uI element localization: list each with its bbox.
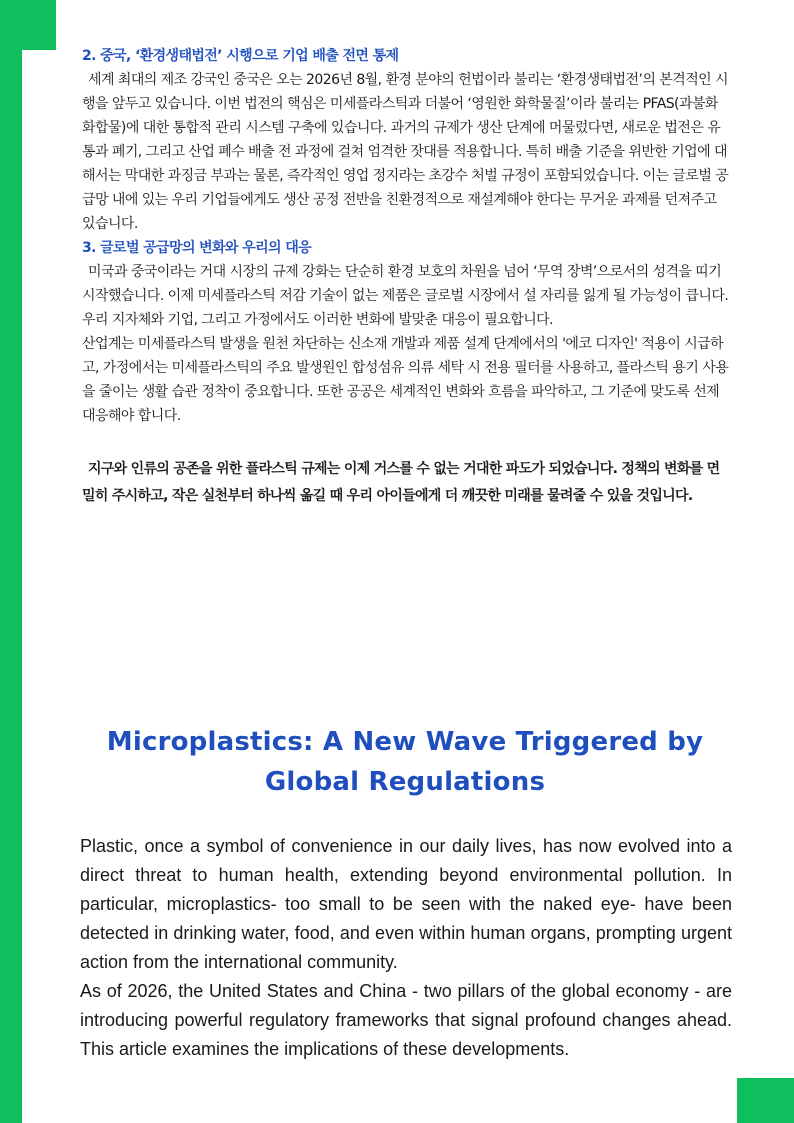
top-accent-tab (22, 0, 56, 50)
left-accent-bar (0, 0, 22, 1123)
section-2-heading: 2. 중국, ‘환경생태법전’ 시행으로 기업 배출 전면 통제 (82, 48, 399, 64)
conclusion-paragraph: 지구와 인류의 공존을 위한 플라스틱 규제는 이제 거스를 수 없는 거대한 파도가 되었습니다. 정책의 변화를 면밀히 주시하고, 작은 실천부터 하나씩 옮길 때 우리 아이들에게 더 깨끗한 미래를 물려줄 수 있을 것입니다. (82, 461, 720, 504)
section-3-paragraph-1: 미국과 중국이라는 거대 시장의 규제 강화는 단순히 환경 보호의 차원을 넘어 ‘무역 장벽’으로서의 성격을 띠기 시작했습니다. 이제 미세플라스틱 저감 기술이 없는 제품은 글로벌 시장에서 설 자리를 잃게 될 가능성이 큽니다. (82, 264, 729, 304)
section-3-heading: 3. 글로벌 공급망의 변화와 우리의 대응 (82, 240, 312, 256)
english-article-body (80, 832, 732, 1064)
english-paragraph-1: Plastic, once a symbol of convenience in our daily lives, has now evolved into a direct threat to human health, extending beyond environmental pollution. In particular, microplastics- too small to be seen with the naked eye- have been detected in drinking water, food, and even within human organs, prompting urgent action from the international community. (80, 836, 732, 972)
english-article-title: Microplastics: A New Wave Triggered by Global Regulations (106, 727, 704, 797)
section-3-paragraph-3: 산업계는 미세플라스틱 발생을 원천 차단하는 신소재 개발과 제품 설계 단계에서의 '에코 디자인' 적용이 시급하고, 가정에서는 미세플라스틱의 주요 발생원인 합성섬유 의류 세탁 시 전용 필터를 사용하고, 플라스틱 용기 사용을 줄이는 생활 습관 정착이 중요합니다. 또한 공공은 세계적인 변화와 흐름을 파악하고, 그 기준에 맞도록 선제 대응해야 합니다. (82, 336, 729, 424)
korean-article (82, 44, 730, 510)
section-3-paragraph-2: 우리 지자체와 기업, 그리고 가정에서도 이러한 변화에 발맞춘 대응이 필요합니다. (82, 312, 554, 328)
bottom-corner-accent (737, 1078, 794, 1123)
english-paragraph-2: As of 2026, the United States and China - two pillars of the global economy - are introducing powerful regulatory frameworks that signal profound changes ahead. This article examines the implications of these developments. (80, 981, 732, 1059)
section-2-paragraph: 세계 최대의 제조 강국인 중국은 오는 2026년 8월, 환경 분야의 헌법이라 불리는 ‘환경생태법전’의 본격적인 시행을 앞두고 있습니다. 이번 법전의 핵심은 미세플라스틱과 더불어 ‘영원한 화학물질’이라 불리는 PFAS(과불화화합물)에 대한 통합적 관리 시스템 구축에 있습니다. 과거의 규제가 생산 단계에 머물렀다면, 새로운 법전은 유통과 폐기, 그리고 산업 폐수 배출 전 과정에 걸쳐 엄격한 잣대를 적용합니다. 특히 배출 기준을 위반한 기업에 대해서는 막대한 과징금 부과는 물론, 즉각적인 영업 정지라는 초강수 처벌 규정이 포함되었습니다. 이는 글로벌 공급망 내에 있는 우리 기업들에게도 생산 공정 전반을 친환경적으로 재설계해야 한다는 무거운 과제를 던져주고 있습니다. (82, 72, 729, 232)
